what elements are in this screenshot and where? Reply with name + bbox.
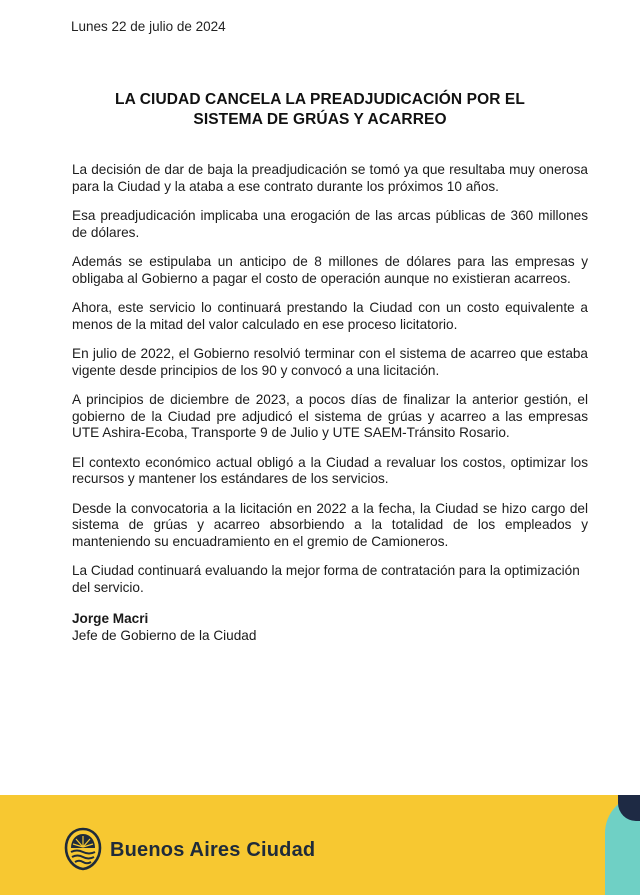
paragraph: Desde la convocatoria a la licitación en 2022 a la fecha, la Ciudad se hizo cargo del sistema de grúas y acarreo absorbiendo a la totalidad de los empleados y manteniendo su encuadramiento en el gremio de Camioneros. <box>72 500 588 549</box>
headline-line: LA CIUDAD CANCELA LA PREADJUDICACIÓN POR EL <box>115 91 525 108</box>
brand-name: Buenos Aires Ciudad <box>110 839 316 861</box>
paragraph: En julio de 2022, el Gobierno resolvió terminar con el sistema de acarreo que estaba vigente desde principios de los 90 y convocó a una licitación. <box>72 346 588 378</box>
buenos-aires-crest-icon <box>64 827 102 871</box>
footer-band <box>0 795 640 895</box>
paragraph: La Ciudad continuará evaluando la mejor forma de contratación para la optimización del servicio. <box>72 563 580 595</box>
headline <box>60 90 580 130</box>
release-body <box>72 162 588 609</box>
paragraph: La decisión de dar de baja la preadjudicación se tomó ya que resultaba muy onerosa para la Ciudad y la ataba a ese contrato durante los próximos 10 años. <box>72 162 588 194</box>
signature-block <box>72 611 256 644</box>
headline-line: SISTEMA DE GRÚAS Y ACARREO <box>193 111 447 128</box>
paragraph: El contexto económico actual obligó a la Ciudad a revaluar los costos, optimizar los recursos y mantener los estándares de los servicios. <box>72 454 588 486</box>
release-date: Lunes 22 de julio de 2024 <box>71 19 226 34</box>
paragraph: Esa preadjudicación implicaba una erogación de las arcas públicas de 360 millones de dólares. <box>72 208 588 240</box>
paragraph: Además se estipulaba un anticipo de 8 millones de dólares para las empresas y obligaba al Gobierno a pagar el costo de operación aunque no existieran acarreos. <box>72 254 588 286</box>
signature-role: Jefe de Gobierno de la Ciudad <box>72 627 257 643</box>
signature-name: Jorge Macri <box>72 611 149 626</box>
paragraph: Ahora, este servicio lo continuará prestando la Ciudad con un costo equivalente a menos de la mitad del valor calculado en ese proceso licitatorio. <box>72 300 588 332</box>
paragraph: A principios de diciembre de 2023, a pocos días de finalizar la anterior gestión, el gobierno de la Ciudad pre adjudicó el sistema de grúas y acarreo a las empresas UTE Ashira-Ecoba, Transporte 9 de Julio y UTE SAEM-Tránsito Rosario. <box>72 392 588 440</box>
